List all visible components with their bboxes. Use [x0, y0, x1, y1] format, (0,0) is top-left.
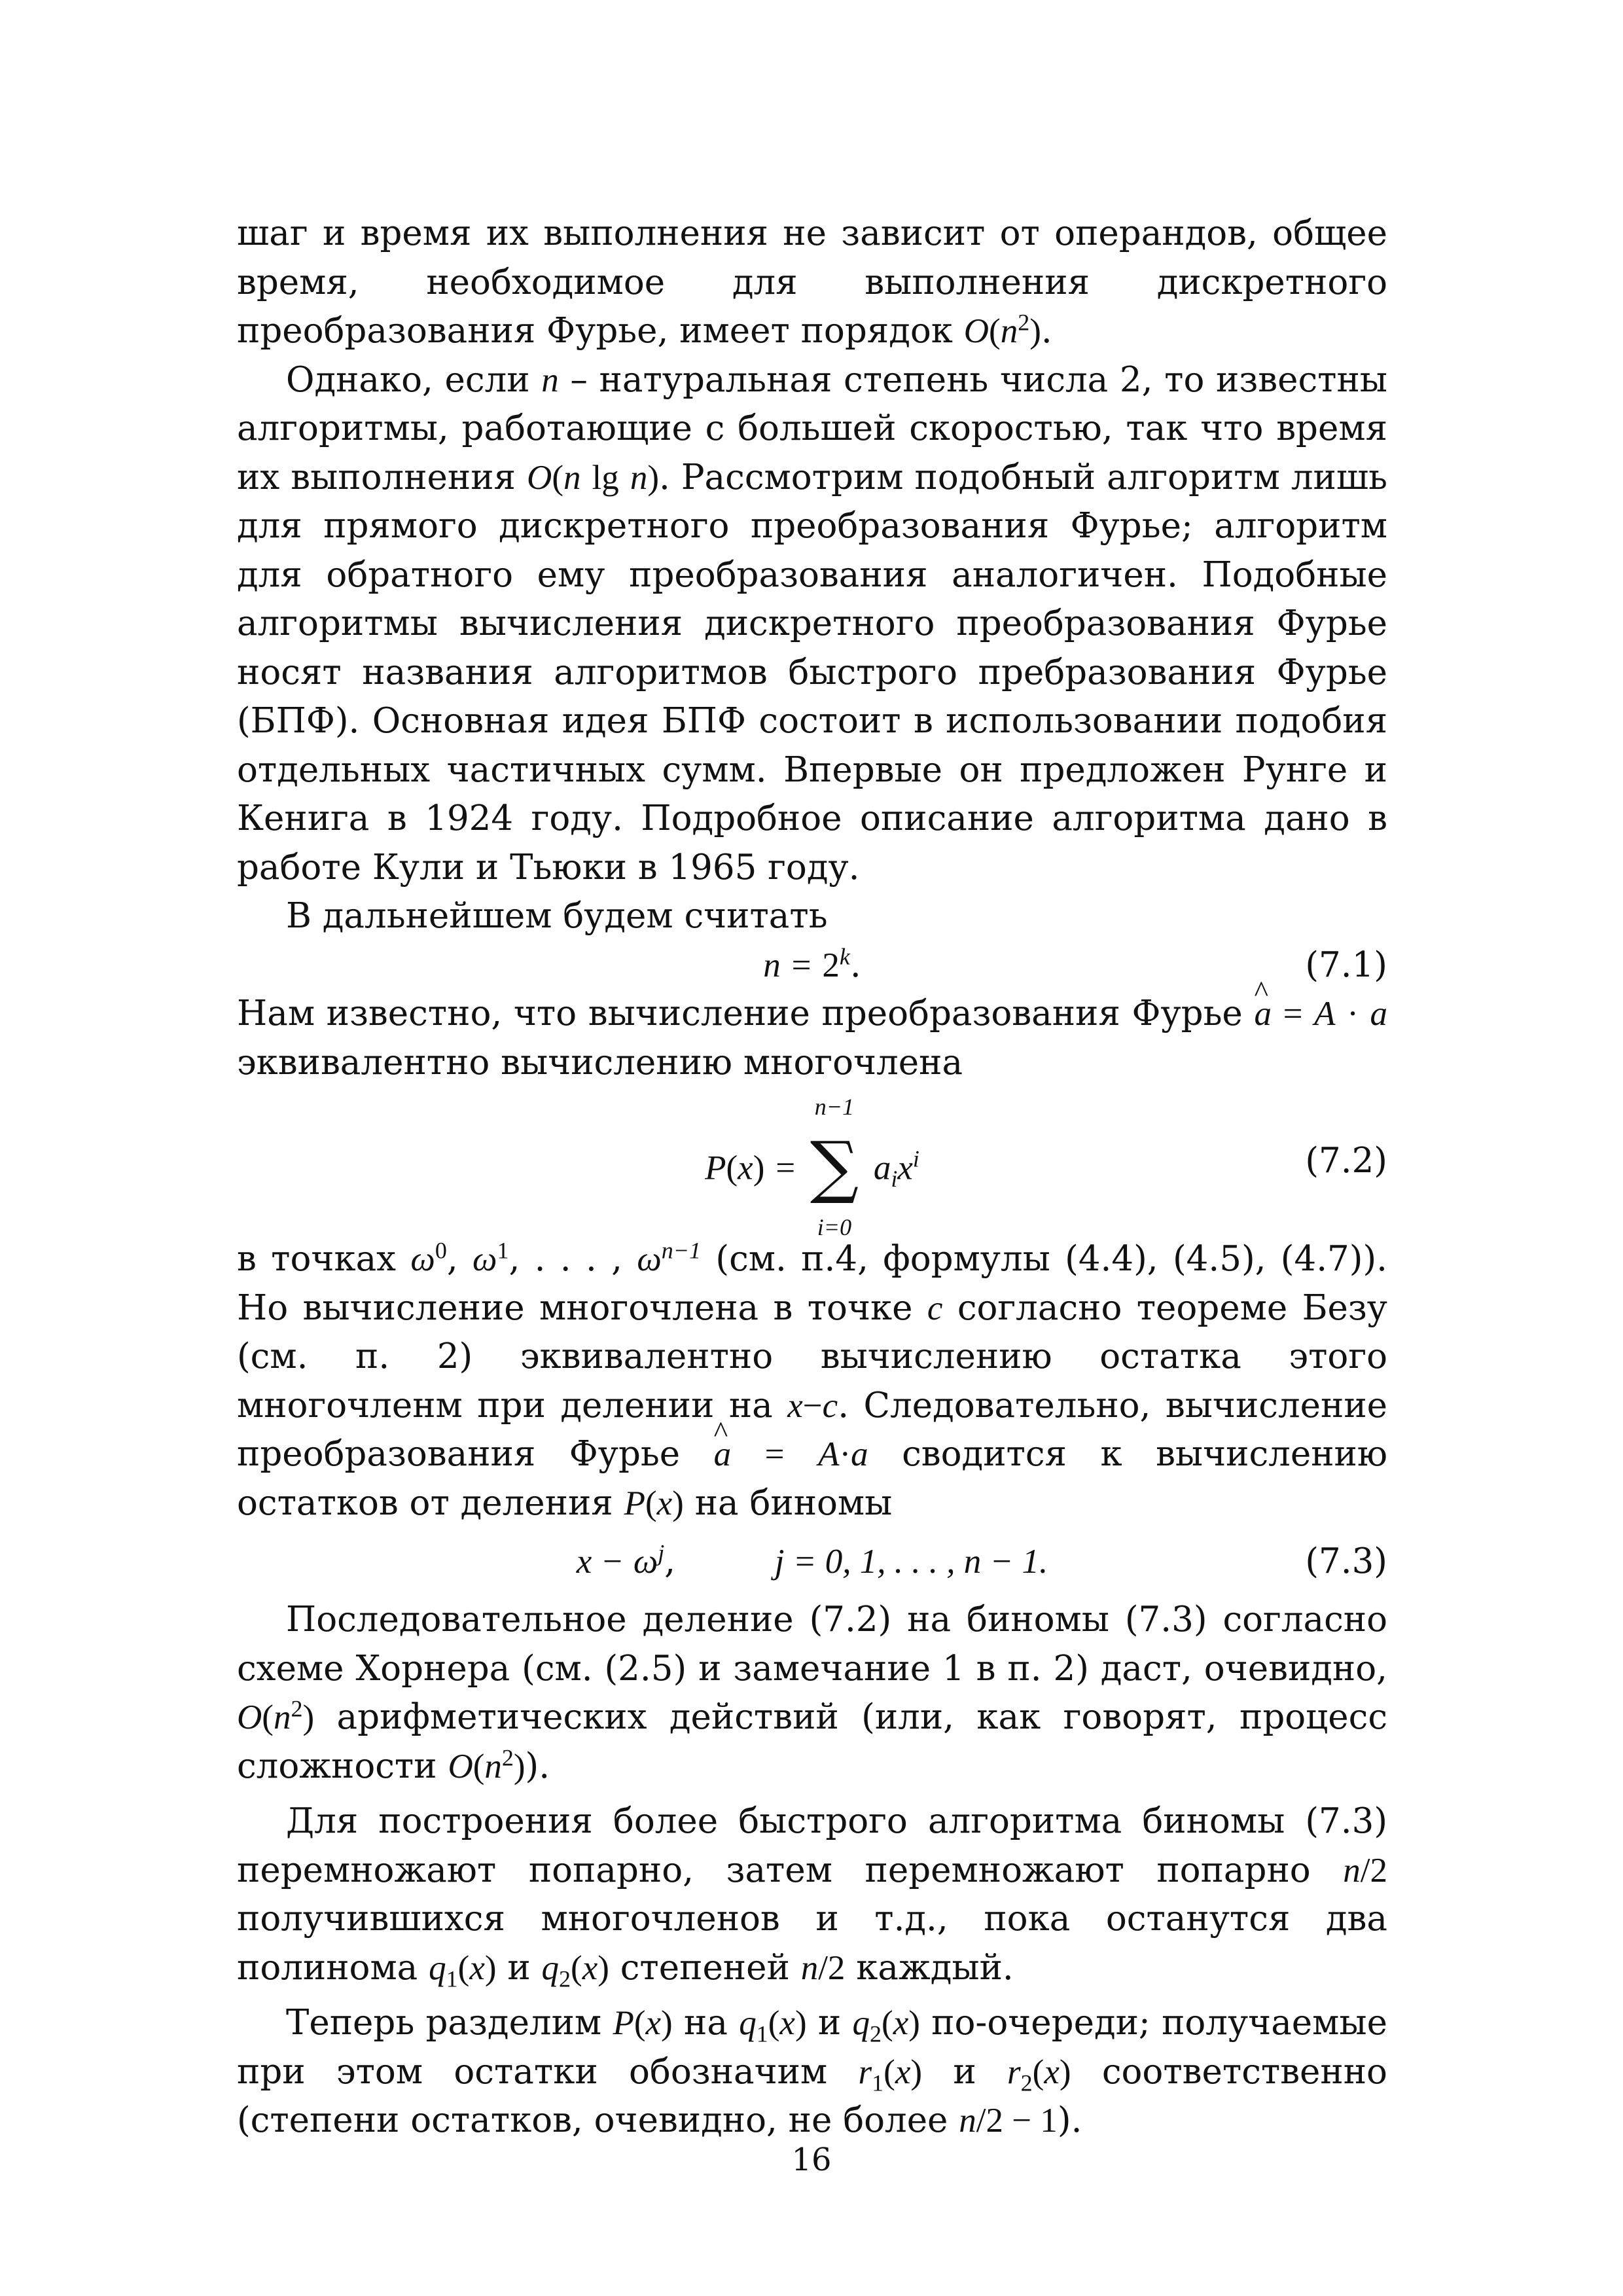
paragraph-assume: В дальнейшем будем считать: [286, 896, 828, 936]
paragraph-fourier: Нам известно, что вычисление преобразования Фурье ^ a = A · a эквивалентно вычислению многочлена: [237, 990, 1387, 1087]
paragraph-fft: Однако, если n – натуральная степень числа 2, то известны алгоритмы, работающие с большей скоростью, так что время их выполнения O(n lg n). Рассмотрим подобный алгоритм лишь для прямого дискретного преобразования Фурье; алгоритм для обратного ему преобразования аналогичен. Подобные алгоритмы вычисления дискретного преобразования Фурье носят названия алгоритмов быстрого пребразования Фурье (БПФ). Основная идея БПФ состоит в использовании подобия отдельных частичных сумм. Впервые он предложен Рунге и Кенига в 1924 году. Подробное описание алгоритма дано в работе Кули и Тьюки в 1965 году.: [237, 359, 1387, 888]
equation-label: (7.3): [1305, 1541, 1387, 1581]
equation-7-2: P(x) = n−1 ∑ i=0 $a_ix^i$ (7.2): [705, 1094, 1387, 1240]
paragraph-division: Теперь разделим P(x) на $q_1(x)$ и $q_2(x)$ по-очереди; получаемые при этом остатки обозначим $r_1(x)$ и $r_2(x)$ соответственно (степени остатков, очевидно, не более n/2 − 1).: [237, 2003, 1387, 2140]
paragraph-horner: Последовательное деление (7.2) на биномы (7.3) согласно схеме Хорнера (см. (2.5) и замечание 1 в п. 2) даст, очевидно, $O(n^2)$ арифметических действий (или, как говорят, процесс сложности $O(n^2)$).: [237, 1600, 1387, 1786]
page-number: 16: [791, 2142, 832, 2178]
paragraph-intro: шаг и время их выполнения не зависит от операндов, общее время, необходимое для выполнения дискретного преобразования Фурье, имеет порядок $O(n^2)$.: [237, 213, 1387, 351]
equation-label: (7.1): [1305, 944, 1387, 985]
equation-label: (7.2): [1305, 1141, 1387, 1181]
text-column: [237, 209, 1387, 2145]
equation-7-1: n = 2$^k$. (7.1): [237, 941, 1387, 990]
paragraph-pairing: Для построения более быстрого алгоритма биномы (7.3) перемножают попарно, затем перемножают попарно n/2 получившихся многочленов и т.д., пока останутся два полинома $q_1(x)$ и $q_2(x)$ степеней n/2 каждый.: [237, 1801, 1387, 1992]
summation-symbol: n−1 ∑ i=0: [810, 1094, 859, 1240]
paragraph-points: в точках $\omega^0$, $\omega^1$, . . . , $\omega^{n-1}$ (см. п.4, формулы (4.4), (4.5), (4.7)). Но вычисление многочлена в точке c согласно теореме Безу (см. п. 2) эквивалентно вычислению остатка этого многочленм при делении на x−c. Следовательно, вычисление преобразования Фурье ^ a = A·a сводится к вычислению остатков от деления P(x) на биномы: [237, 1235, 1387, 1528]
equation-7-3: $x - \omega^j$, j = 0, 1, . . . , n − 1. (7.3): [237, 1528, 1387, 1596]
